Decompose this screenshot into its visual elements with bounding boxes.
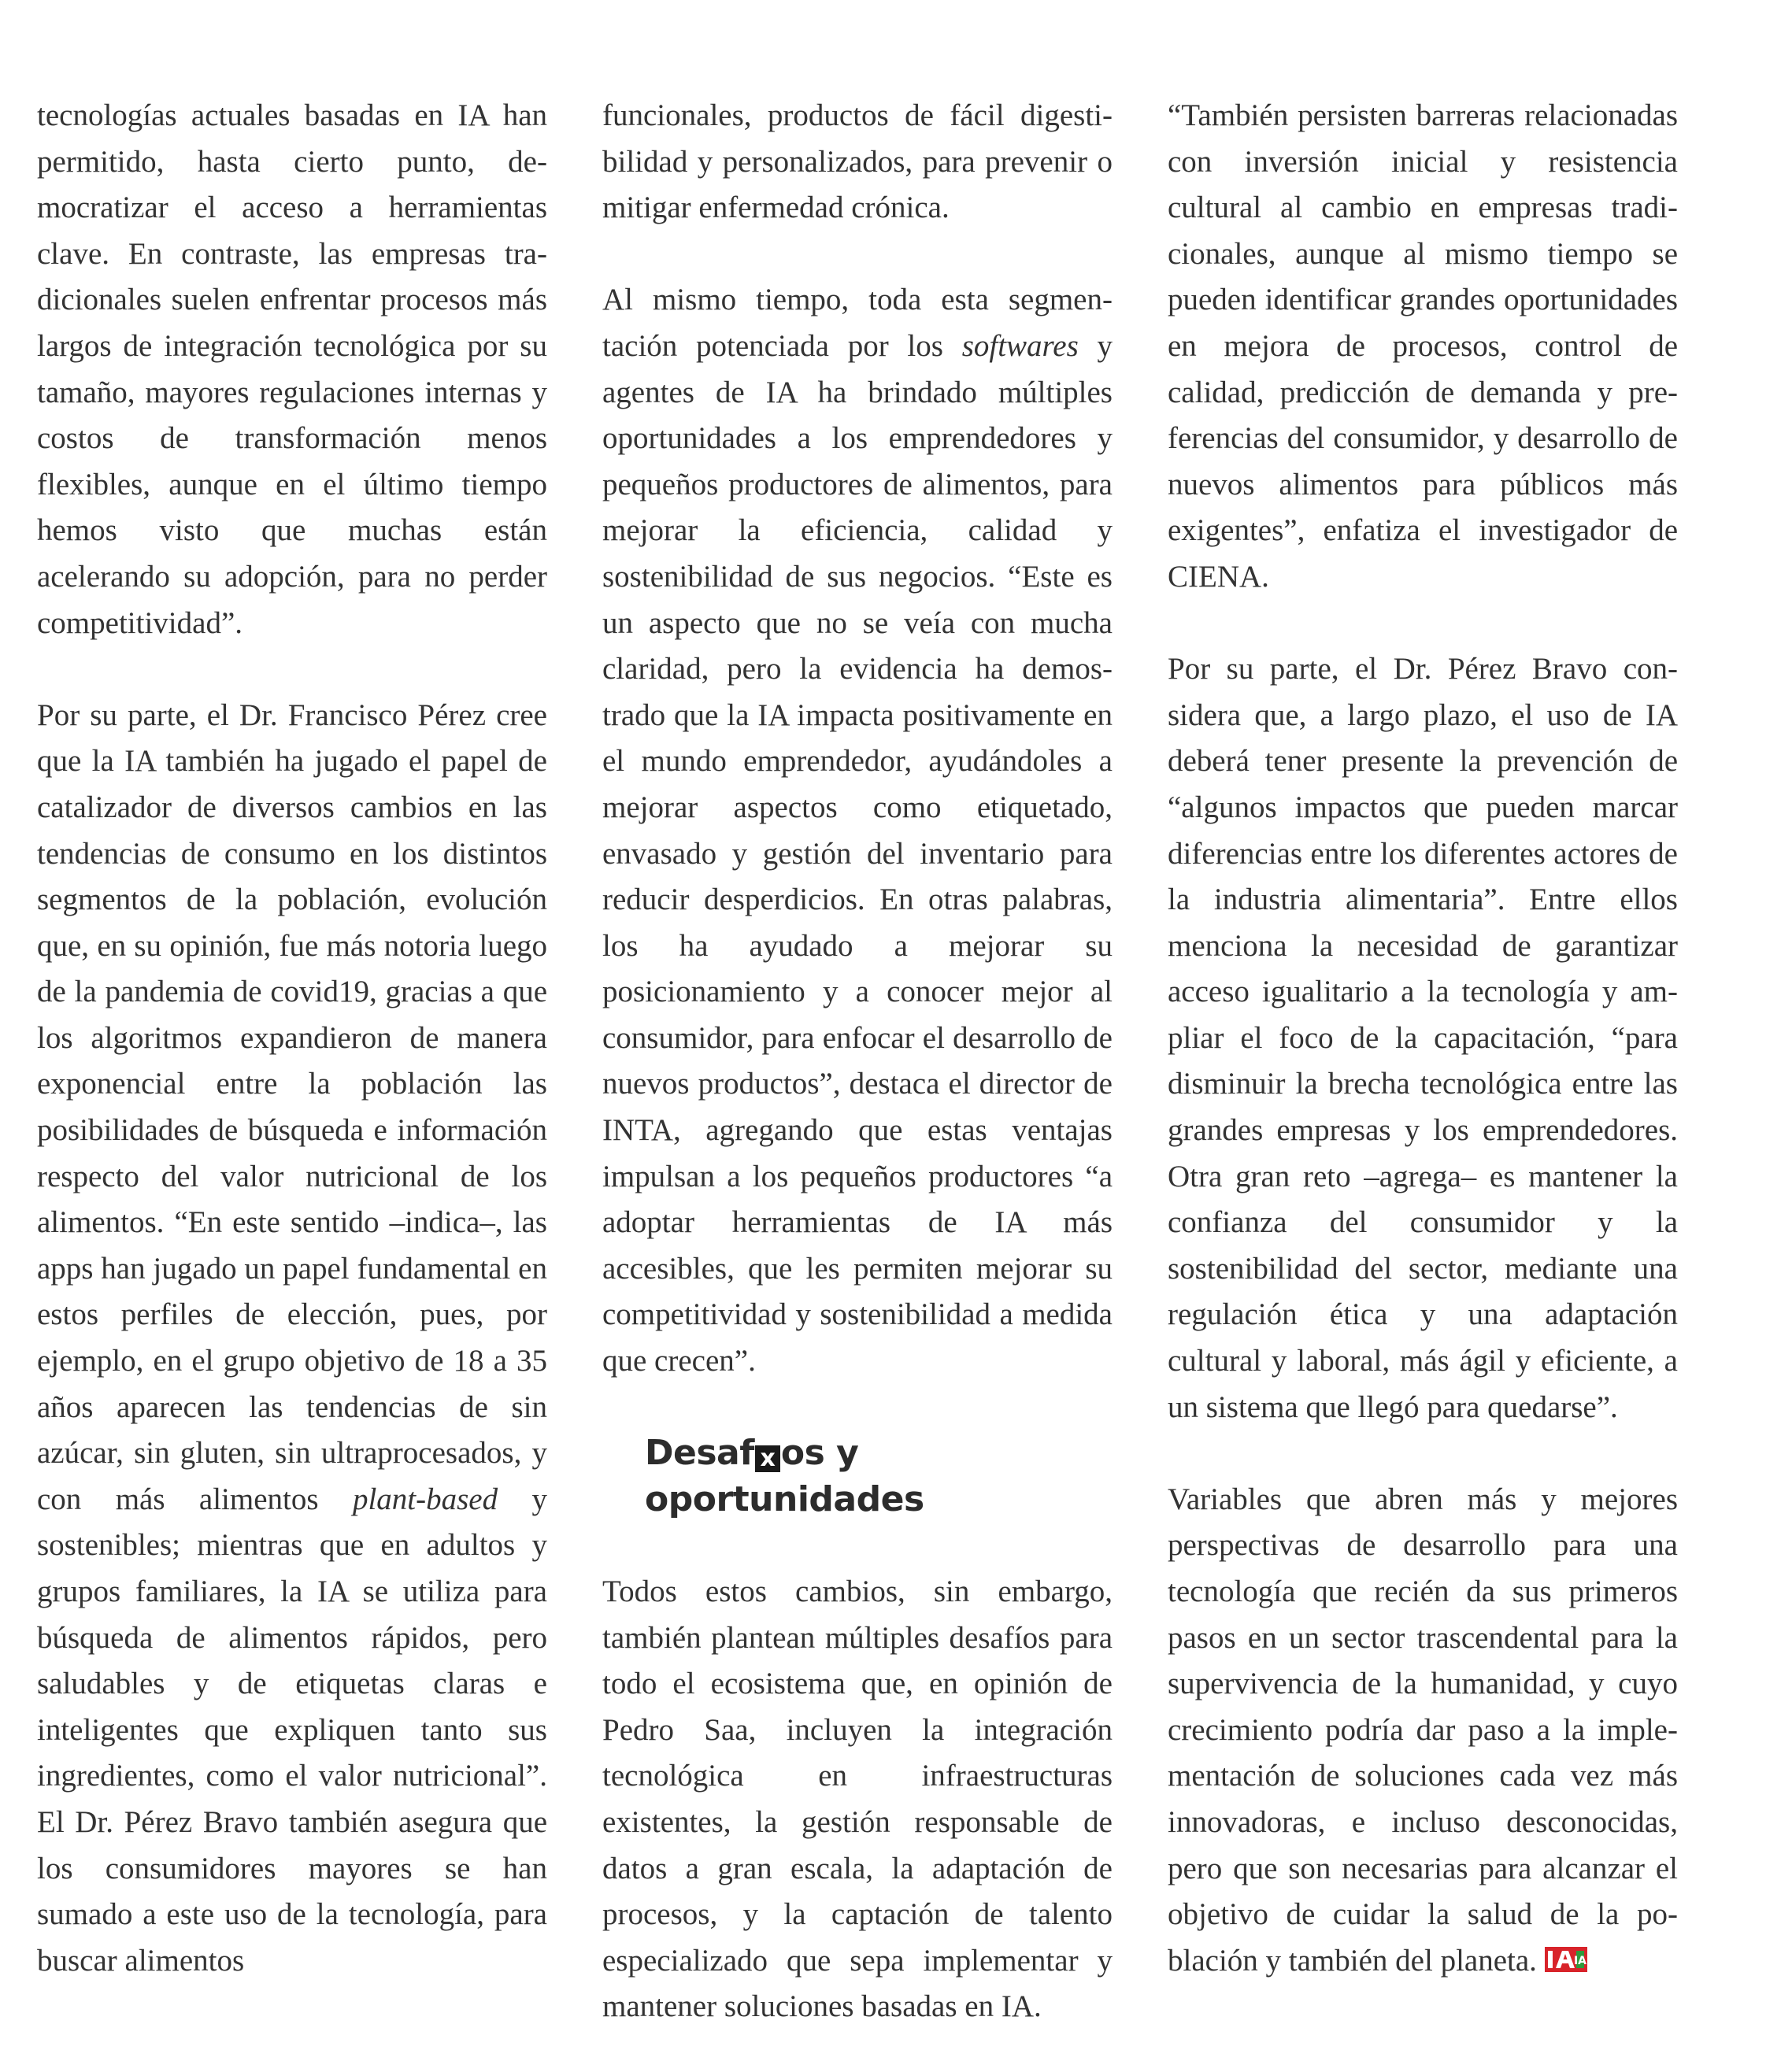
paragraph-text: Por su parte, el Dr. Francisco Pérez cree que la IA también ha jugado el papel de catalizador de diversos cambios en las tendencias de consumo en los distintos segmentos de la población, evolución que, en su opinión, fue más notoria luego de la pandemia de covid19, gracias a que los algoritmos expandieron de manera exponencial entre la población las posibilidades de búsqueda e información respecto del valor nutricional de los alimentos. “En este sentido –indica–, las apps han jugado un papel fundamental en estos perfiles de elección, pues, por ejemplo, en el grupo objetivo de 18 a 35 años aparecen las tendencias de sin azúcar, sin gluten, sin ultraprocesados, y con más alimentos: [37, 698, 547, 1516]
text-column-2: [602, 93, 1113, 2030]
paragraph: [37, 693, 547, 1985]
paragraph: Todos estos cambios, sin embargo, también plantean múltiples desafíos para todo el ecosistema que, en opinión de Pedro Saa, incluyen la integración tecnológica en infraestructuras existentes, la gestión responsable de datos a gran escala, la adaptación de procesos, y la captación de talento especializado que sepa implementar y mantener soluciones basadas en IA.: [602, 1575, 1113, 2024]
logo-text: IA: [1573, 1954, 1587, 1967]
paragraph-text: Al mismo tiempo, toda esta segmentación potenciada por los: [602, 283, 1113, 363]
ia-end-mark-icon: [1545, 1947, 1587, 1972]
italic-term: softwares: [961, 328, 1079, 363]
paragraph-text: Variables que abren más y mejores perspectivas de desarrollo para una tecnología que recién da sus primeros pasos en un sector trascendental para la supervivencia de la humanidad, y cuyo crecimiento podría dar paso a la implementación de soluciones cada vez más innovadoras, e incluso desconocidas, pero que son necesarias para alcanzar el objetivo de cuidar la salud de la población y también del planeta.: [1168, 1482, 1678, 1978]
paragraph-text: y agentes de IA ha brindado múltiples oportunidades a los emprendedores y pequeños productores de alimentos, para mejorar la eficiencia, calidad y sostenibilidad de sus negocios. “Este es un aspecto que no se veía con mucha claridad, pero la evidencia ha demostrado que la IA impacta positivamente en el mundo emprendedor, ayudándoles a mejorar aspectos como etiquetado, envasado y gestión del inventario para reducir desperdicios. En otras palabras, los ha ayudado a mejorar su posicionamiento y a conocer mejor al consumidor, para enfocar el desarrollo de nuevos productos”, destaca el director de INTA, agregando que estas ventajas impulsan a los pequeños productores “a adoptar herramientas de IA más accesibles, que les permiten mejorar su competitividad y sostenibilidad a medida que crecen”.: [602, 328, 1113, 1378]
heading-text: Desaf: [645, 1433, 754, 1474]
paragraph: tecnologías actuales basadas en IA han permitido, hasta cierto punto, democratizar el acceso a herramientas clave. En contraste, las empresas tradicionales suelen enfrentar procesos más largos de integración tecnológica por su tamaño, mayores regulaciones internas y costos de transformación menos flexibles, aunque en el último tiempo hemos visto que muchas están acelerando su adopción, para no perder competitividad”.: [37, 98, 547, 640]
missing-glyph-icon: x: [755, 1445, 780, 1472]
paragraph: “También persisten barreras relacionadas con inversión inicial y resistencia cultural al cambio en empresas tradicionales, aunque al mismo tiempo se pueden identificar grandes oportunidades en mejora de procesos, control de calidad, predicción de demanda y preferencias del consumidor, y desarrollo de nuevos alimentos para públicos más exigentes”, enfatiza el investigador de CIENA.: [1168, 98, 1678, 594]
paragraph: funcionales, productos de fácil digestibilidad y personalizados, para prevenir o mitigar enfermedad crónica.: [602, 98, 1113, 225]
text-column-1: [37, 93, 547, 1984]
italic-term: plant-based: [352, 1482, 498, 1516]
heading-text: os y oportunidades: [645, 1433, 924, 1519]
paragraph: Por su parte, el Dr. Pérez Bravo considera que, a largo plazo, el uso de IA deberá tener presente la prevención de “algunos impactos que pueden marcar diferencias entre los diferentes actores de la industria alimentaria”. Entre ellos menciona la necesidad de garantizar acceso igualitario a la tecnología y ampliar el foco de la capacitación, “para disminuir la brecha tecnológica entre las grandes empresas y los emprendedores. Otra gran reto –agrega– es mantener la confianza del consumidor y la sostenibilidad del sector, mediante una regulación ética y una adaptación cultural y laboral, más ágil y eficiente, a un sistema que llegó para quedarse”.: [1168, 652, 1678, 1424]
paragraph: [1168, 1477, 1678, 1985]
paragraph: [602, 277, 1113, 1384]
paragraph-text: y sostenibles; mientras que en adultos y grupos familiares, la IA se utiliza para búsqueda de alimentos rápidos, pero saludables y de etiquetas claras e inteligentes que expliquen tanto sus ingredientes, como el valor nutricional”. El Dr. Pérez Bravo también asegura que los consumidores mayores se han sumado a este uso de la tecnología, para buscar alimentos: [37, 1482, 547, 1978]
text-column-3: [1168, 93, 1678, 1984]
section-heading: [645, 1430, 1113, 1523]
